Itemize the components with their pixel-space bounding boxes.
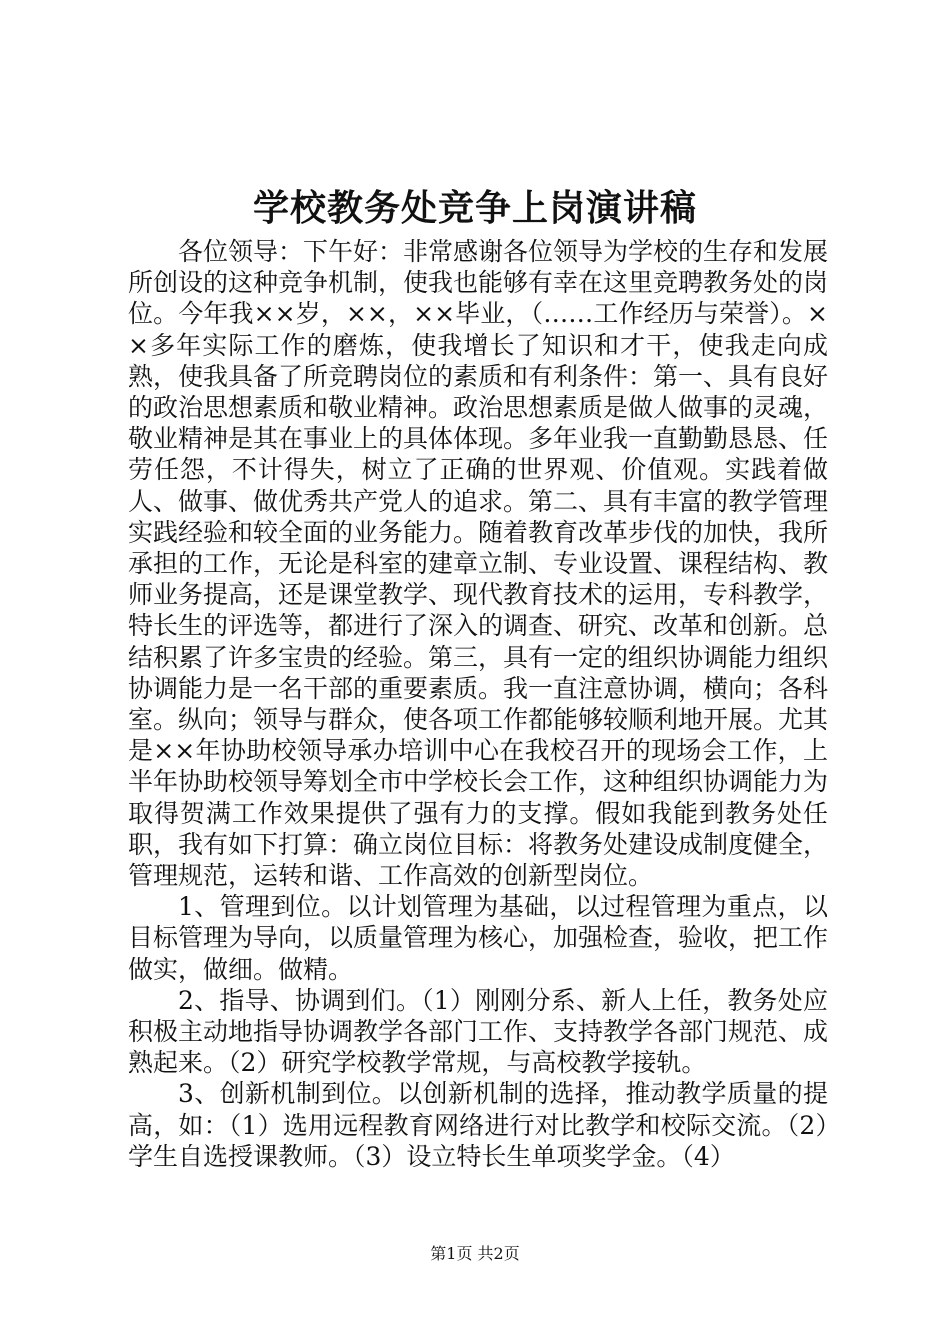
paragraph-item-3: 3、创新机制到位。以创新机制的选择，推动教学质量的提高，如：（1）选用远程教育网络进行对比教学和校际交流。（2）学生自选授课教师。（3）设立特长生单项奖学金。（4）	[128, 1079, 828, 1171]
paragraph-item-1: 1、管理到位。以计划管理为基础，以过程管理为重点，以目标管理为导向，以质量管理为核心，加强检查，验收，把工作做实，做细。做精。	[128, 892, 829, 984]
page-footer: 第1页 共2页	[430, 1244, 520, 1263]
paragraph-item-2: 2、指导、协调到们。（1）刚刚分系、新人上任，教务处应积极主动地指导协调教学各部门工作、支持教学各部门规范、成熟起来。（2）研究学校教学常规，与高校教学接轨。	[128, 985, 829, 1078]
document-body	[128, 236, 828, 1172]
paragraph-intro: 各位领导：下午好：非常感谢各位领导为学校的生存和发展所创设的这种竞争机制，使我也能够有幸在这里竞聘教务处的岗位。今年我××岁，××，××毕业，（……工作经历与荣誉）。××多年实际工作的磨炼，使我增长了知识和才干，使我走向成熟，使我具备了所竞聘岗位的素质和有利条件：第一、具有良好的政治思想素质和敬业精神。政治思想素质是做人做事的灵魂，敬业精神是其在事业上的具体体现。多年业我一直勤勤恳恳、任劳任怨，不计得失，树立了正确的世界观、价值观。实践着做人、做事、做优秀共产党人的追求。第二、具有丰富的教学管理实践经验和较全面的业务能力。随着教育改革步伐的加快，我所承担的工作，无论是科室的建章立制、专业设置、课程结构、教师业务提高，还是课堂教学、现代教育技术的运用，专科教学，特长生的评选等，都进行了深入的调查、研究、改革和创新。总结积累了许多宝贵的经验。第三，具有一定的组织协调能力组织协调能力是一名干部的重要素质。我一直注意协调，横向；各科室。纵向；领导与群众，使各项工作都能够较顺利地开展。尤其是××年协助校领导承办培训中心在我校召开的现场会工作，上半年协助校领导筹划全市中学校长会工作，这种组织协调能力为取得贺满工作效果提供了强有力的支撑。假如我能到教务处任职，我有如下打算：确立岗位目标：将教务处建设成制度健全，管理规范，运转和谐、工作高效的创新型岗位。	[128, 237, 829, 891]
document-title: 学校教务处竞争上岗演讲稿	[252, 187, 697, 229]
